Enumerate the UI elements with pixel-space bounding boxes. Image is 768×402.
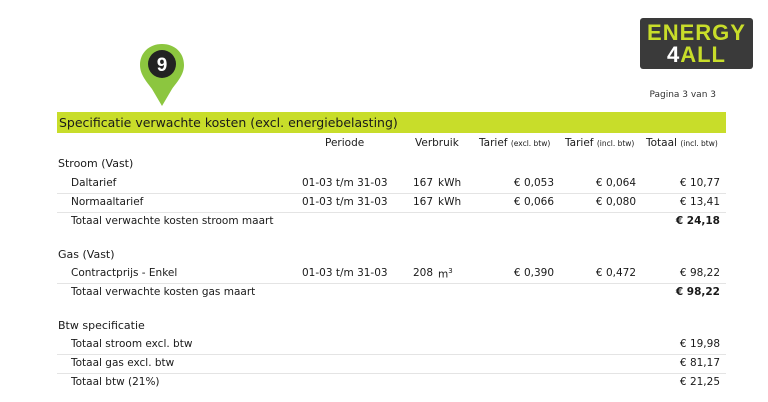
col-verbruik: Verbruik xyxy=(415,137,459,149)
row-label: Daltarief xyxy=(71,177,117,189)
row-unit-base: m xyxy=(438,268,449,281)
row-verbruik: 167 xyxy=(412,196,433,208)
row-verbruik: 208 xyxy=(412,267,433,279)
row-periode: 01-03 t/m 31-03 xyxy=(302,177,388,189)
row-totaal: € 10,77 xyxy=(679,177,720,189)
col-tarief-incl xyxy=(565,137,634,149)
logo-all: ALL xyxy=(680,41,726,67)
col-tarief-excl-note: (excl. btw) xyxy=(510,139,551,148)
gas-total-label: Totaal verwachte kosten gas maart xyxy=(71,286,256,298)
gas-total-value: € 98,22 xyxy=(675,286,720,298)
col-totaal xyxy=(646,137,718,149)
gas-title: Gas (Vast) xyxy=(58,248,115,261)
row-label: Totaal btw (21%) xyxy=(71,376,160,388)
row-value: € 81,17 xyxy=(679,357,720,369)
col-totaal-note: (incl. btw) xyxy=(680,139,718,148)
row-periode: 01-03 t/m 31-03 xyxy=(302,196,388,208)
stroom-total-label: Totaal verwachte kosten stroom maart xyxy=(71,215,274,227)
table-row xyxy=(0,376,768,394)
section-title: Specificatie verwachte kosten (excl. energiebelasting) xyxy=(59,115,398,130)
row-unit-sup: 3 xyxy=(448,267,453,275)
row-unit: kWh xyxy=(438,177,462,189)
btw-section-title-row xyxy=(0,319,768,337)
row-label: Normaaltarief xyxy=(71,196,144,208)
row-tarief-incl: € 0,064 xyxy=(595,177,636,189)
marker-pin-icon xyxy=(138,42,186,108)
stroom-title: Stroom (Vast) xyxy=(58,157,134,170)
stroom-total-value: € 24,18 xyxy=(675,215,720,227)
row-tarief-excl: € 0,390 xyxy=(513,267,554,279)
col-totaal-label: Totaal xyxy=(646,137,677,149)
row-value: € 19,98 xyxy=(679,338,720,350)
col-tarief-incl-note: (incl. btw) xyxy=(596,139,635,148)
row-periode: 01-03 t/m 31-03 xyxy=(302,267,388,279)
row-value: € 21,25 xyxy=(679,376,720,388)
logo-line2 xyxy=(666,41,726,67)
row-totaal: € 13,41 xyxy=(679,196,720,208)
gas-section-title-row xyxy=(0,248,768,266)
row-divider xyxy=(57,283,726,284)
row-divider xyxy=(57,373,726,374)
row-totaal: € 98,22 xyxy=(679,267,720,279)
row-unit xyxy=(438,267,453,281)
col-tarief-excl xyxy=(479,137,550,149)
logo-four: 4 xyxy=(666,41,681,67)
logo-line1: ENERGY xyxy=(647,19,746,45)
row-label: Contractprijs - Enkel xyxy=(71,267,178,279)
row-divider xyxy=(57,212,726,213)
row-label: Totaal gas excl. btw xyxy=(71,357,175,369)
col-tarief-incl-label: Tarief xyxy=(565,137,594,149)
row-divider xyxy=(57,193,726,194)
row-unit: kWh xyxy=(438,196,462,208)
row-tarief-incl: € 0,472 xyxy=(595,267,636,279)
page-number: Pagina 3 van 3 xyxy=(649,90,716,100)
row-tarief-incl: € 0,080 xyxy=(595,196,636,208)
marker-number: 9 xyxy=(156,55,168,76)
stroom-total-row xyxy=(0,215,768,233)
row-label: Totaal stroom excl. btw xyxy=(71,338,193,350)
row-verbruik: 167 xyxy=(412,177,433,189)
row-divider xyxy=(57,354,726,355)
col-tarief-excl-label: Tarief xyxy=(479,137,508,149)
col-periode: Periode xyxy=(325,137,365,149)
gas-total-row xyxy=(0,286,768,304)
row-tarief-excl: € 0,066 xyxy=(513,196,554,208)
energy4all-logo xyxy=(640,18,753,69)
row-tarief-excl: € 0,053 xyxy=(513,177,554,189)
btw-title: Btw specificatie xyxy=(58,319,145,332)
stroom-section-title-row xyxy=(0,157,768,175)
